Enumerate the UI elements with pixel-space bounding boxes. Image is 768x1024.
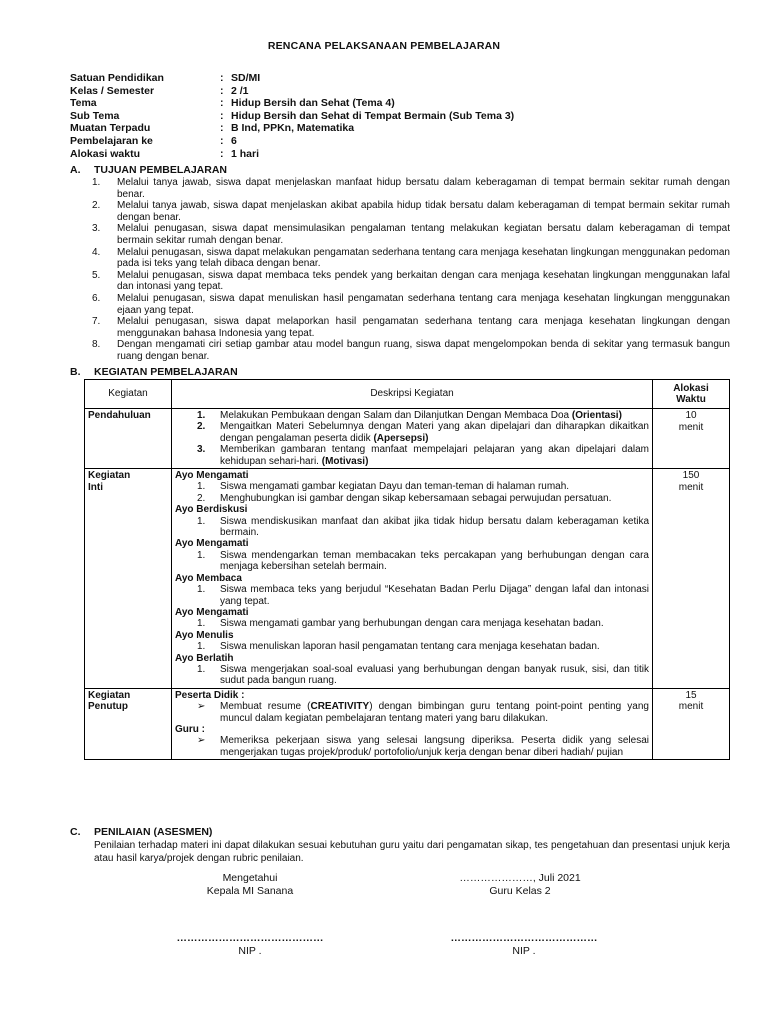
item-text: Melakukan Pembukaan dengan Salam dan Dilanjutkan Dengan Membaca Doa bbox=[220, 410, 572, 421]
penutup-item bbox=[175, 701, 649, 724]
sig-left-line2: Kepala MI Sanana bbox=[206, 884, 294, 897]
objectives-list bbox=[70, 177, 730, 363]
pendahuluan-item bbox=[175, 421, 649, 444]
objective-text: Melalui penugasan, siswa dapat menuliskan hasil pengamatan sederhana tentang cara menjaga kesehatan lingkungan menggunakan ejaan yang tepat. bbox=[117, 292, 730, 316]
pendahuluan-label: Pendahuluan bbox=[85, 409, 172, 469]
objective-item bbox=[70, 316, 730, 339]
group-heading: Ayo Berlatih bbox=[175, 652, 234, 664]
pendahuluan-time bbox=[653, 409, 730, 469]
objective-text: Melalui penugasan, siswa dapat melakukan pengamatan sederhana tentang cara menjaga kesehatan lingkungan menggunakan pedoman pada isi teks yang telah dibaca dengan benar. bbox=[117, 246, 730, 270]
identity-colon: : bbox=[220, 134, 224, 147]
sig-left-dotline: …………………………………… bbox=[176, 932, 324, 944]
identity-label: Muatan Terpadu bbox=[70, 122, 151, 135]
section-penilaian bbox=[70, 826, 730, 865]
inti-time bbox=[653, 469, 730, 689]
time-unit: menit bbox=[678, 701, 704, 713]
arrow-bullet-icon: ➢ bbox=[197, 701, 206, 713]
penutup-label-line1: Kegiatan bbox=[88, 689, 131, 701]
objective-item bbox=[70, 223, 730, 246]
objective-number: 1. bbox=[92, 177, 101, 188]
item-number: 1. bbox=[197, 410, 206, 421]
signature-right-nip bbox=[424, 932, 624, 958]
section-kegiatan bbox=[70, 366, 730, 379]
inti-item bbox=[175, 550, 649, 573]
item-text: ) dengan bimbingan guru tentang point-point penting yang muncul dalam kegiatan pembelajaran tentang materi yang baru dilakukan. bbox=[220, 701, 649, 724]
item-number: 1. bbox=[197, 584, 206, 596]
identity-label: Pembelajaran ke bbox=[70, 134, 153, 147]
group-heading: Ayo Menulis bbox=[175, 629, 234, 641]
item-number: 1. bbox=[197, 641, 206, 653]
signature-left-nip bbox=[150, 932, 350, 958]
identity-label: Alokasi waktu bbox=[70, 147, 141, 160]
item-text: Siswa mengerjakan soal-soal evaluasi yang berhubungan dengan banyak rusuk, sisi, dan titik sudut pada bangun ruang. bbox=[220, 663, 649, 687]
identity-row bbox=[70, 97, 514, 110]
group-heading: Ayo Membaca bbox=[175, 572, 242, 584]
identity-row bbox=[70, 148, 514, 161]
objective-number: 4. bbox=[92, 246, 101, 258]
objective-number: 6. bbox=[92, 292, 101, 304]
group-heading: Ayo Berdiskusi bbox=[175, 504, 248, 516]
objective-number: 5. bbox=[92, 269, 101, 281]
inti-desc bbox=[172, 469, 653, 689]
inti-item bbox=[175, 641, 649, 652]
identity-row bbox=[70, 72, 514, 85]
identity-value: B Ind, PPKn, Matematika bbox=[231, 122, 355, 135]
identity-label: Sub Tema bbox=[70, 109, 120, 122]
row-penutup bbox=[85, 688, 730, 759]
inti-label bbox=[85, 469, 172, 689]
identity-value: 6 bbox=[231, 134, 237, 147]
identity-label: Satuan Pendidikan bbox=[70, 72, 164, 84]
inti-item bbox=[175, 664, 649, 687]
sig-left-line1: Mengetahui bbox=[222, 872, 278, 884]
item-text: Memberikan gambaran tentang manfaat mempelajari pelajaran yang akan dipelajari dalam kehidupan sehari-hari. bbox=[220, 444, 649, 467]
col-alokasi-header bbox=[653, 380, 730, 409]
section-c-letter: C. bbox=[70, 826, 81, 838]
time-value: 150 bbox=[682, 470, 700, 482]
section-b-heading bbox=[70, 366, 730, 379]
identity-value: SD/MI bbox=[231, 72, 261, 84]
item-text: Menghubungkan isi gambar dengan sikap kebersamaan sebagai perwujudan persatuan. bbox=[220, 492, 612, 504]
row-inti bbox=[85, 469, 730, 689]
objective-item bbox=[70, 247, 730, 270]
inti-label-line1: Kegiatan bbox=[88, 470, 131, 482]
identity-row bbox=[70, 85, 514, 98]
signature-left bbox=[150, 872, 350, 898]
inti-item bbox=[175, 584, 649, 607]
objective-text: Melalui penugasan, siswa dapat membaca teks pendek yang berkaitan dengan cara menjaga kesehatan lingkungan menggunakan lafal dan intonasi yang tepat. bbox=[117, 269, 730, 293]
pendahuluan-item bbox=[175, 410, 649, 421]
identity-value: Hidup Bersih dan Sehat di Tempat Bermain (Sub Tema 3) bbox=[231, 109, 515, 122]
item-number: 1. bbox=[197, 618, 206, 630]
section-b-title: KEGIATAN PEMBELAJARAN bbox=[94, 366, 238, 378]
identity-colon: : bbox=[220, 109, 224, 122]
section-c-heading bbox=[70, 826, 730, 839]
group-heading: Ayo Mengamati bbox=[175, 470, 249, 482]
identity-value: 2 /1 bbox=[231, 84, 249, 97]
identity-colon: : bbox=[220, 84, 224, 97]
item-number: 1. bbox=[197, 549, 206, 561]
sig-right-nip: NIP . bbox=[512, 944, 536, 957]
objective-number: 7. bbox=[92, 316, 101, 328]
identity-row bbox=[70, 135, 514, 148]
group-heading: Ayo Mengamati bbox=[175, 606, 249, 618]
item-text: Siswa membaca teks yang berjudul “Kesehatan Badan Perlu Dijaga” dengan lafal dan intonasi yang tepat. bbox=[220, 584, 649, 607]
section-a-letter: A. bbox=[70, 164, 81, 176]
identity-row bbox=[70, 122, 514, 135]
item-tag: (Motivasi) bbox=[321, 455, 369, 467]
section-tujuan bbox=[70, 164, 730, 363]
item-text: Siswa mengamati gambar kegiatan Dayu dan teman-teman di halaman rumah. bbox=[220, 481, 570, 493]
sig-left-nip: NIP . bbox=[238, 944, 262, 957]
objective-item bbox=[70, 177, 730, 200]
objective-text: Melalui penugasan, siswa dapat mensimulasikan pengalaman tentang melakukan kegiatan bersatu dalam keberagaman di tempat bermain sekitar rumah dengan benar. bbox=[117, 223, 730, 246]
time-unit: menit bbox=[678, 481, 704, 493]
peserta-heading: Peserta Didik : bbox=[175, 689, 245, 701]
objective-item bbox=[70, 200, 730, 223]
objective-item bbox=[70, 293, 730, 316]
penutup-item bbox=[175, 735, 649, 758]
item-number: 3. bbox=[197, 444, 206, 456]
time-value: 15 bbox=[685, 689, 697, 701]
col-deskripsi-header: Deskripsi Kegiatan bbox=[172, 380, 653, 409]
section-b-letter: B. bbox=[70, 366, 81, 378]
sig-right-line2: Guru Kelas 2 bbox=[489, 884, 551, 897]
item-tag: (Orientasi) bbox=[571, 410, 622, 421]
guru-heading: Guru : bbox=[175, 723, 205, 735]
penutup-label-line2: Penutup bbox=[88, 701, 128, 713]
objective-item bbox=[70, 339, 730, 362]
item-text: Membuat resume ( bbox=[220, 701, 311, 713]
pendahuluan-desc bbox=[172, 409, 653, 469]
item-text: Siswa mengamati gambar yang berhubungan dengan cara menjaga kesehatan badan. bbox=[220, 618, 604, 630]
objective-number: 3. bbox=[92, 223, 101, 235]
identity-row bbox=[70, 110, 514, 123]
col-kegiatan-header: Kegiatan bbox=[85, 380, 172, 409]
item-number: 1. bbox=[197, 515, 206, 527]
identity-table bbox=[70, 72, 514, 160]
objective-number: 2. bbox=[92, 200, 101, 212]
item-number: 2. bbox=[197, 421, 206, 433]
penutup-label bbox=[85, 688, 172, 759]
item-text: Mengaitkan Materi Sebelumnya dengan Materi yang akan dipelajari dan diharapkan dikaitkan dengan pengalaman peserta didik bbox=[220, 421, 649, 444]
objective-text: Melalui tanya jawab, siswa dapat menjelaskan manfaat hidup bersatu dalam keberagaman di tempat bermain sekitar rumah dengan benar. bbox=[117, 177, 730, 200]
objective-text: Dengan mengamati ciri setiap gambar atau model bangun ruang, siswa dapat mengelompokan benda di sekitar yang termasuk bangun ruang dengan benar. bbox=[117, 339, 730, 362]
item-number: 1. bbox=[197, 663, 206, 675]
item-number: 1. bbox=[197, 481, 206, 493]
kegiatan-table bbox=[84, 379, 730, 760]
objective-text: Melalui penugasan, siswa dapat melaporkan hasil pengamatan sederhana tentang cara menjaga kesehatan lingkungan dengan menggunakan bahasa Indonesia yang tepat. bbox=[117, 316, 730, 339]
objective-number: 8. bbox=[92, 339, 101, 351]
identity-label: Kelas / Semester bbox=[70, 84, 155, 97]
identity-colon: : bbox=[220, 72, 224, 84]
kegiatan-header-row bbox=[85, 380, 730, 409]
objective-text: Melalui tanya jawab, siswa dapat menjelaskan akibat apabila hidup tidak bersatu dalam keberagaman di tempat bermain sekitar rumah dengan benar. bbox=[117, 200, 730, 223]
identity-colon: : bbox=[220, 97, 224, 110]
inti-item bbox=[175, 493, 649, 504]
time-unit: menit bbox=[678, 421, 704, 433]
item-text: Siswa mendiskusikan manfaat dan akibat jika tidak hidup bersatu dalam keberagaman ketika bermain. bbox=[220, 515, 649, 539]
group-heading: Ayo Mengamati bbox=[175, 538, 249, 550]
item-text: Siswa menuliskan laporan hasil pengamatan tentang cara menjaga kesehatan badan. bbox=[220, 641, 600, 653]
identity-value: Hidup Bersih dan Sehat (Tema 4) bbox=[231, 97, 395, 110]
identity-colon: : bbox=[220, 122, 224, 135]
sig-right-line1: …………………, Juli 2021 bbox=[459, 872, 581, 884]
objective-item bbox=[70, 270, 730, 293]
penutup-desc bbox=[172, 688, 653, 759]
arrow-bullet-icon: ➢ bbox=[197, 735, 206, 747]
identity-colon: : bbox=[220, 147, 224, 160]
inti-item bbox=[175, 481, 649, 492]
row-pendahuluan bbox=[85, 409, 730, 469]
item-tag: (Apersepsi) bbox=[373, 432, 429, 444]
document-title: RENCANA PELAKSANAAN PEMBELAJARAN bbox=[267, 40, 501, 52]
section-a-heading bbox=[70, 164, 730, 177]
identity-value: 1 hari bbox=[231, 147, 260, 160]
time-value: 10 bbox=[685, 410, 697, 421]
inti-item bbox=[175, 516, 649, 539]
signature-right bbox=[420, 872, 620, 898]
waktu-label: Waktu bbox=[676, 394, 706, 405]
item-text: Memeriksa pekerjaan siswa yang selesai langsung diperiksa. Peserta didik yang selesai mengerjakan tugas projek/produk/ portofolio/unjuk kerja dengan benar diberi hadiah/ pujian bbox=[220, 735, 649, 758]
item-text: Siswa mendengarkan teman membacakan teks percakapan yang berhubungan dengan cara menjaga kebersihan setelah bermain. bbox=[220, 549, 649, 573]
penutup-time bbox=[653, 688, 730, 759]
item-emphasis: CREATIVITY bbox=[310, 701, 370, 713]
item-number: 2. bbox=[197, 492, 206, 504]
section-c-title: PENILAIAN (ASESMEN) bbox=[94, 826, 213, 838]
penilaian-text: Penilaian terhadap materi ini dapat dilakukan sesuai kebutuhan guru yaitu dari pengamatan sikap, tes pengetahuan dan presentasi unjuk kerja atau hasil karya/projek dengan rubric penilaian. bbox=[94, 840, 730, 864]
alokasi-label: Alokasi bbox=[673, 383, 709, 394]
inti-label-line2: Inti bbox=[88, 481, 103, 493]
pendahuluan-item bbox=[175, 444, 649, 467]
sig-right-dotline: …………………………………… bbox=[450, 932, 598, 944]
section-a-title: TUJUAN PEMBELAJARAN bbox=[94, 164, 228, 176]
identity-label: Tema bbox=[70, 97, 97, 110]
inti-item bbox=[175, 618, 649, 629]
